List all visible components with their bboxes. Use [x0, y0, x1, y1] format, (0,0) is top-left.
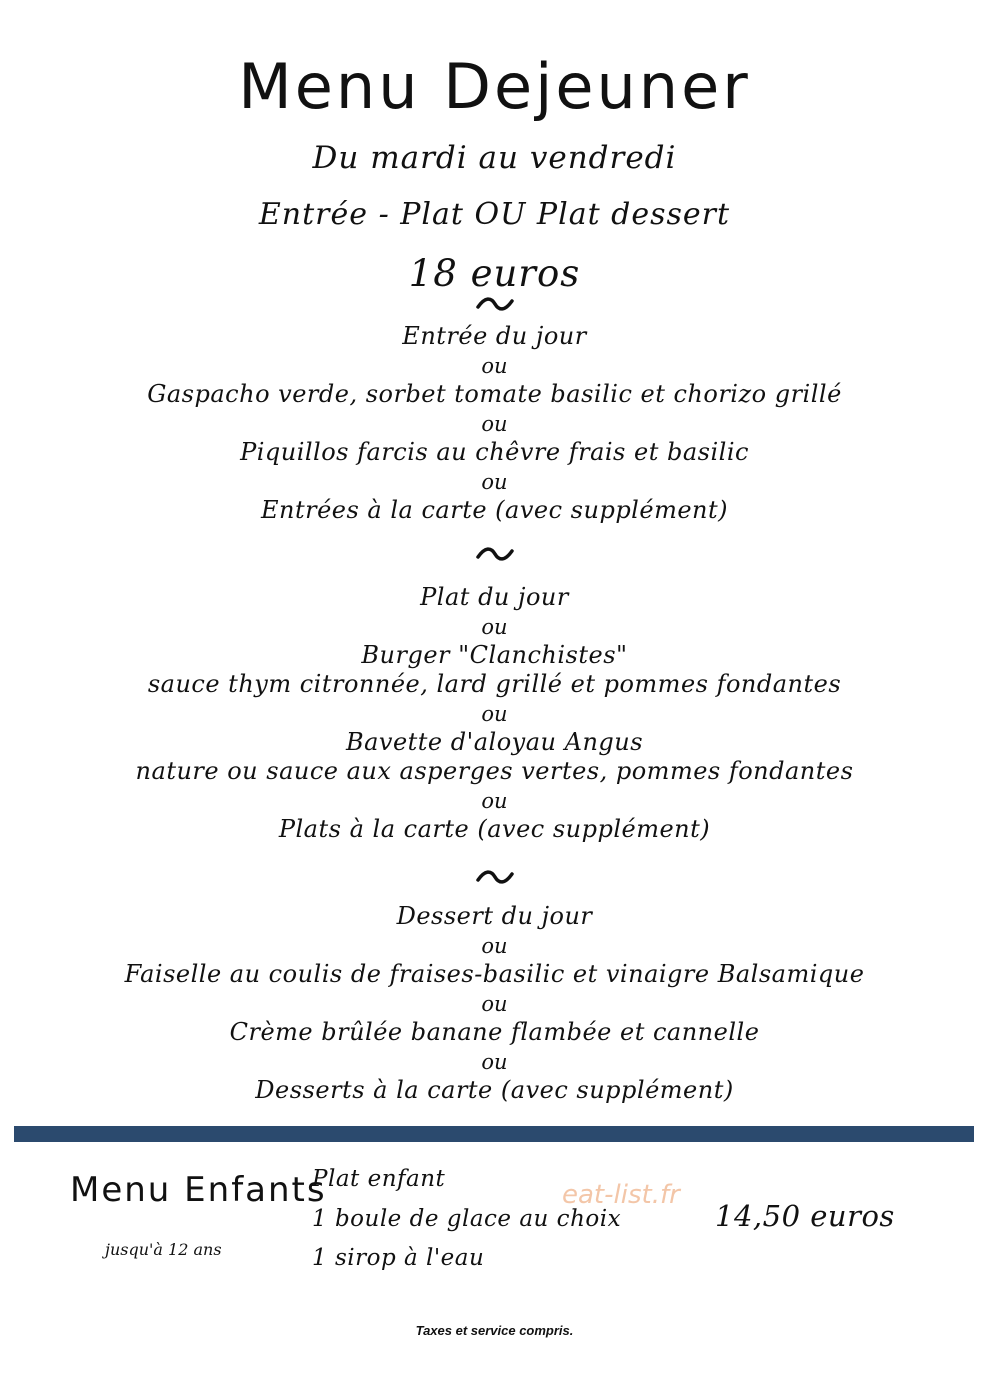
section-divider-bar	[14, 1126, 974, 1142]
entree-item: Entrées à la carte (avec supplément)	[260, 496, 728, 524]
or-separator: ou	[481, 1050, 508, 1074]
menu-days: Du mardi au vendredi	[312, 140, 677, 176]
or-separator: ou	[481, 702, 508, 726]
or-separator: ou	[481, 789, 508, 813]
entree-item: Entrée du jour	[402, 322, 587, 350]
dessert-item: Faiselle au coulis de fraises-basilic et vinaigre Balsamique	[124, 960, 865, 988]
or-separator: ou	[481, 470, 508, 494]
tilde-wave-icon	[0, 296, 989, 312]
plat-item: sauce thym citronnée, lard grillé et pommes fondantes	[147, 670, 842, 698]
footer-note: Taxes et service compris.	[415, 1323, 574, 1338]
entree-item: Gaspacho verde, sorbet tomate basilic et chorizo grillé	[147, 380, 842, 408]
kids-menu-title: Menu Enfants	[70, 1170, 327, 1210]
tilde-wave-icon	[0, 546, 989, 562]
plat-item: Bavette d'aloyau Angus	[345, 728, 644, 756]
menu-price: 18 euros	[408, 252, 581, 295]
dessert-item: Dessert du jour	[396, 902, 593, 930]
or-separator: ou	[481, 354, 508, 378]
kids-menu-line: 1 sirop à l'eau	[312, 1245, 485, 1271]
or-separator: ou	[481, 934, 508, 958]
dessert-item: Desserts à la carte (avec supplément)	[255, 1076, 734, 1104]
kids-menu-age: jusqu'à 12 ans	[105, 1240, 222, 1259]
plat-item: Plat du jour	[420, 583, 569, 611]
menu-title: Menu Dejeuner	[238, 50, 751, 123]
menu-formula: Entrée - Plat OU Plat dessert	[258, 197, 731, 232]
or-separator: ou	[481, 615, 508, 639]
or-separator: ou	[481, 412, 508, 436]
kids-menu-price: 14,50 euros	[715, 1199, 895, 1233]
or-separator: ou	[481, 992, 508, 1016]
dessert-item: Crème brûlée banane flambée et cannelle	[229, 1018, 760, 1046]
entree-item: Piquillos farcis au chêvre frais et basilic	[240, 438, 749, 466]
plat-item: nature ou sauce aux asperges vertes, pommes fondantes	[135, 757, 854, 785]
plat-item: Burger "Clanchistes"	[361, 641, 628, 669]
plat-item: Plats à la carte (avec supplément)	[278, 815, 711, 843]
kids-menu-line: Plat enfant	[312, 1166, 446, 1192]
kids-menu-line: 1 boule de glace au choix	[312, 1206, 622, 1232]
watermark: eat-list.fr	[562, 1180, 680, 1210]
tilde-wave-icon	[0, 869, 989, 885]
